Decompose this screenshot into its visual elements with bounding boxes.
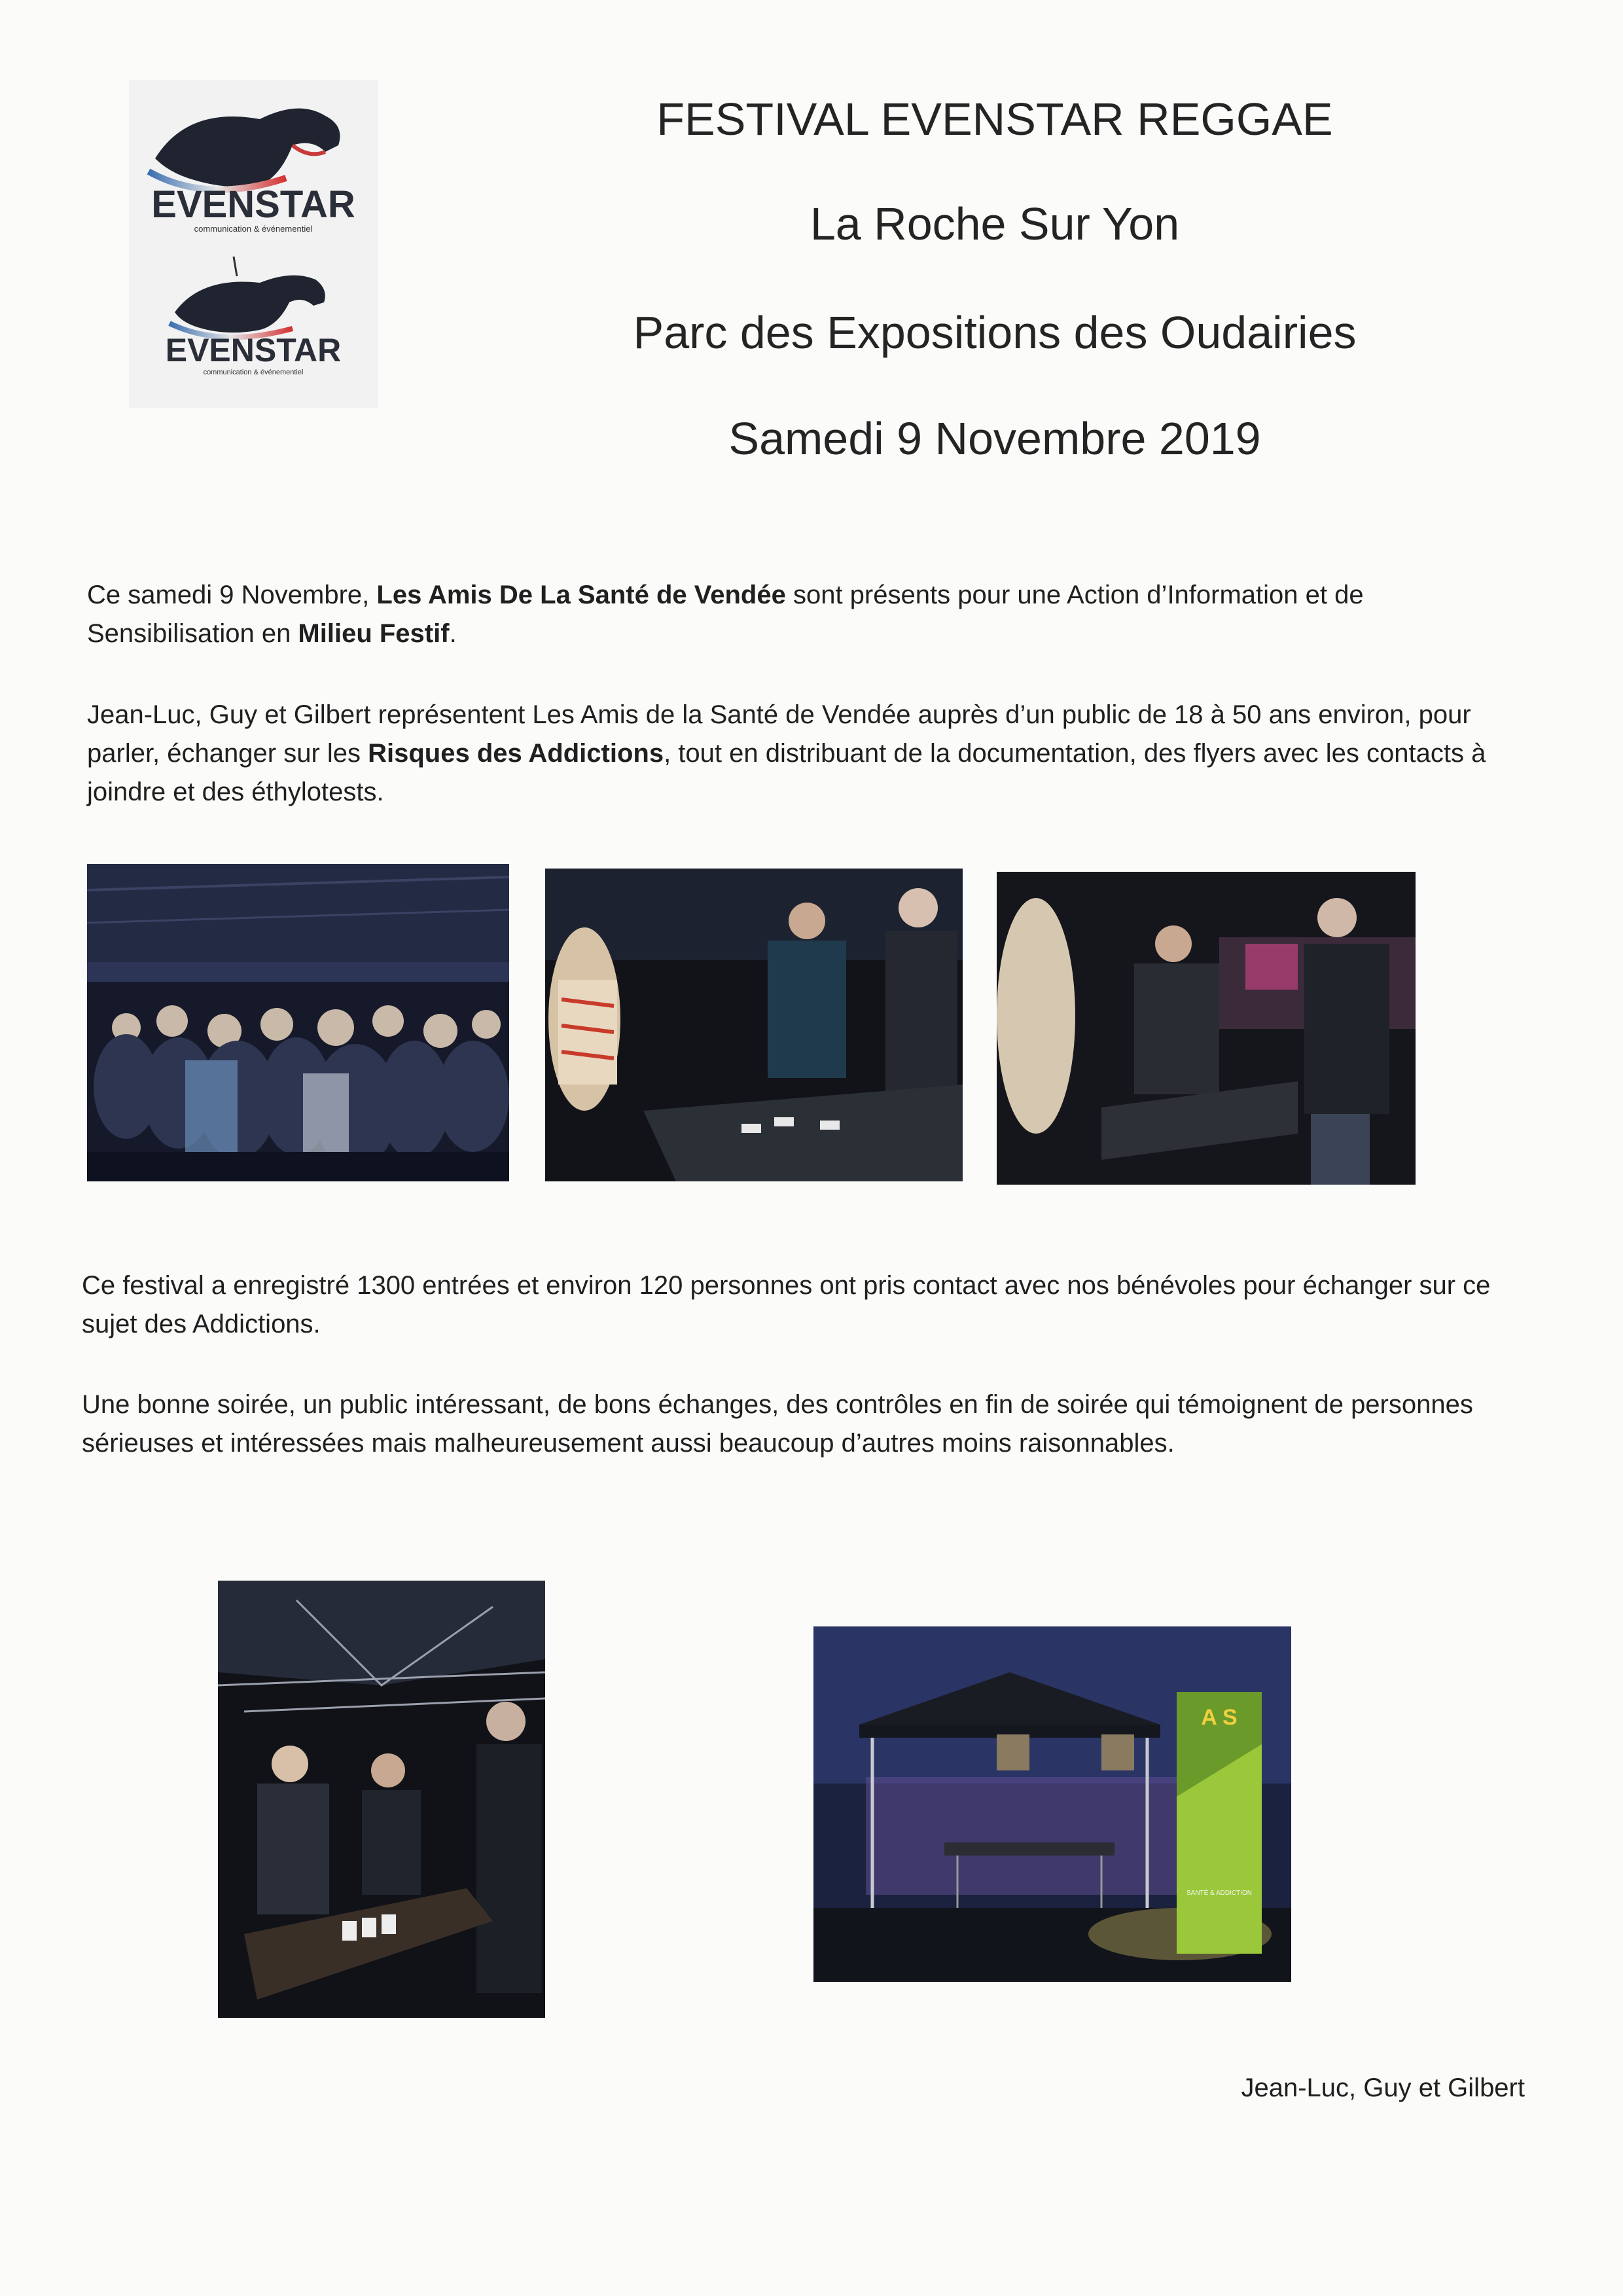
evenstar-logo: [129, 80, 378, 408]
photo-tent-volunteers: [218, 1581, 545, 2018]
document-title: FESTIVAL EVENSTAR REGGAE: [656, 94, 1333, 145]
svg-text:EVENSTAR: EVENSTAR: [165, 332, 342, 368]
svg-text:A S: A S: [1201, 1705, 1238, 1730]
intro-text: .: [449, 619, 457, 648]
intro-text: Jean-Luc, Guy et Gilbert représentent Les Amis de la Santé de Vendée auprès d’un public de 18 à 50 ans environ, pour parler, échanger sur les: [87, 700, 1471, 768]
results-paragraph-1: Ce festival a enregistré 1300 entrées et environ 120 personnes ont pris contact avec nos bénévoles pour échanger sur ce sujet des Addictions.: [82, 1271, 1491, 1338]
results-paragraph-2: Une bonne soirée, un public intéressant, de bons échanges, des contrôles en fin de soirée qui témoignent de personnes sérieuses et intéressées mais malheureusement aussi beaucoup d’autres moins raisonnables.: [82, 1390, 1473, 1458]
intro-text: Ce samedi 9 Novembre,: [87, 581, 377, 609]
intro-paragraph-2: [87, 696, 1514, 812]
intro-text: sont présents pour une Action d’Information et de Sensibilisation en: [87, 581, 1364, 648]
intro-paragraph-1: [87, 576, 1514, 653]
milieu-festif: Milieu Festif: [298, 619, 450, 648]
association-name: Les Amis De La Santé de Vendée: [376, 581, 786, 609]
svg-text:EVENSTAR: EVENSTAR: [151, 183, 355, 226]
svg-text:communication & événementiel: communication & événementiel: [194, 224, 313, 234]
panther-logo-icon: [129, 80, 378, 408]
risques-addictions: Risques des Addictions: [368, 739, 664, 768]
svg-text:SANTÉ & ADDICTION: SANTÉ & ADDICTION: [1186, 1890, 1253, 1897]
photo-stand-2: [997, 872, 1416, 1185]
date-line: Samedi 9 Novembre 2019: [728, 413, 1261, 464]
intro-text: , tout en distribuant de la documentation, des flyers avec les contacts à joindre et des éthylotests.: [87, 739, 1486, 806]
city-line: La Roche Sur Yon: [810, 198, 1180, 249]
svg-text:communication & événementiel: communication & événementiel: [203, 368, 304, 376]
signature: Jean-Luc, Guy et Gilbert: [1241, 2073, 1525, 2102]
photo-stand-1: [545, 869, 963, 1181]
photo-crowd: [87, 864, 509, 1181]
photo-stand-tent: [813, 1626, 1291, 1982]
venue-line: Parc des Expositions des Oudairies: [633, 307, 1357, 358]
